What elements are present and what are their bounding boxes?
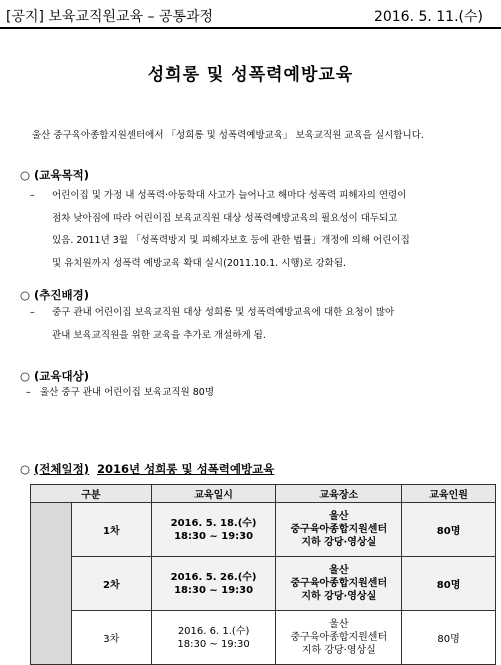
group-cell	[31, 503, 72, 665]
intro-text: 울산 중구육아종합지원센터에서 「성희롱 및 성폭력예방교육」 보육교직원 교육을 실시합니다.	[32, 130, 424, 141]
table-row	[31, 611, 496, 665]
paragraph-line: 있음. 2011년 3월 「성폭력방지 및 피해자보호 등에 관한 법률」개정에 의해 어린이집	[52, 235, 410, 246]
column-header: 교육인원	[402, 485, 496, 503]
paragraph-line: 및 유치원까지 성폭력 예방교육 확대 실시(2011.10.1. 시행)로 강화됨.	[52, 257, 347, 269]
page-title: 성희롱 및 성폭력예방교육	[147, 65, 354, 85]
bullet-circle-icon: ○	[20, 168, 31, 182]
header-divider	[0, 27, 501, 29]
bullet-circle-icon: ○	[20, 462, 31, 476]
session-cell: 3차	[71, 611, 151, 665]
bullet-circle-icon: ○	[20, 369, 31, 383]
paragraph-line: – 울산 중구 관내 어린이집 보육교직원 80명	[26, 382, 488, 405]
dash-icon: –	[30, 190, 35, 201]
datetime-cell: 2016. 6. 1.(수) 18:30 ~ 19:30	[151, 611, 276, 665]
count-cell: 80명	[402, 557, 496, 611]
column-header: 교육장소	[276, 485, 402, 503]
schedule-table	[30, 484, 496, 665]
section-heading-background: ○ (추진배경)	[20, 288, 89, 302]
session-cell: 1차	[71, 503, 151, 557]
dash-icon: –	[26, 387, 31, 398]
table-header-row	[31, 485, 496, 503]
notice-label: [공지] 보육교직원교육 – 공통과정	[6, 9, 214, 25]
paragraph-line: – 어린이집 및 가정 내 성폭력·아동학대 사고가 늘어나고 해마다 성폭력 피해자의 연령이	[30, 185, 492, 208]
table-row	[31, 557, 496, 611]
document-header	[0, 0, 501, 26]
section-heading-target: ○ (교육대상)	[20, 369, 89, 383]
schedule-heading: ○ (전체일정) 2016년 성희롱 및 성폭력예방교육	[20, 462, 275, 476]
place-cell: 울산 중구육아종합지원센터 지하 강당·영상실	[276, 611, 402, 665]
place-cell: 울산 중구육아종합지원센터 지하 강당·영상실	[276, 503, 402, 557]
count-cell: 80명	[402, 503, 496, 557]
dash-icon: –	[30, 307, 35, 318]
paragraph-line: 관내 보육교직원을 위한 교육을 추가로 개설하게 됨.	[52, 329, 266, 341]
datetime-cell: 2016. 5. 26.(수) 18:30 ~ 19:30	[151, 557, 276, 611]
table-row	[31, 503, 496, 557]
document-date: 2016. 5. 11.(수)	[373, 9, 483, 25]
column-header: 교육일시	[151, 485, 276, 503]
count-cell: 80명	[402, 611, 496, 665]
bullet-circle-icon: ○	[20, 288, 31, 302]
place-cell: 울산 중구육아종합지원센터 지하 강당·영상실	[276, 557, 402, 611]
paragraph-line: – 중구 관내 어린이집 보육교직원 대상 성희롱 및 성폭력예방교육에 대한 요청이 많아	[30, 302, 492, 325]
section-body-purpose	[30, 185, 492, 275]
column-header: 구분	[31, 485, 152, 503]
datetime-cell: 2016. 5. 18.(수) 18:30 ~ 19:30	[151, 503, 276, 557]
paragraph-line: 점차 낮아짐에 따라 어린이집 보육교직원 대상 성폭력예방교육의 필요성이 대두되고	[52, 212, 398, 224]
section-body-background	[30, 302, 492, 347]
section-body-target	[26, 382, 488, 405]
session-cell: 2차	[71, 557, 151, 611]
section-heading-purpose: ○ (교육목적)	[20, 168, 89, 182]
